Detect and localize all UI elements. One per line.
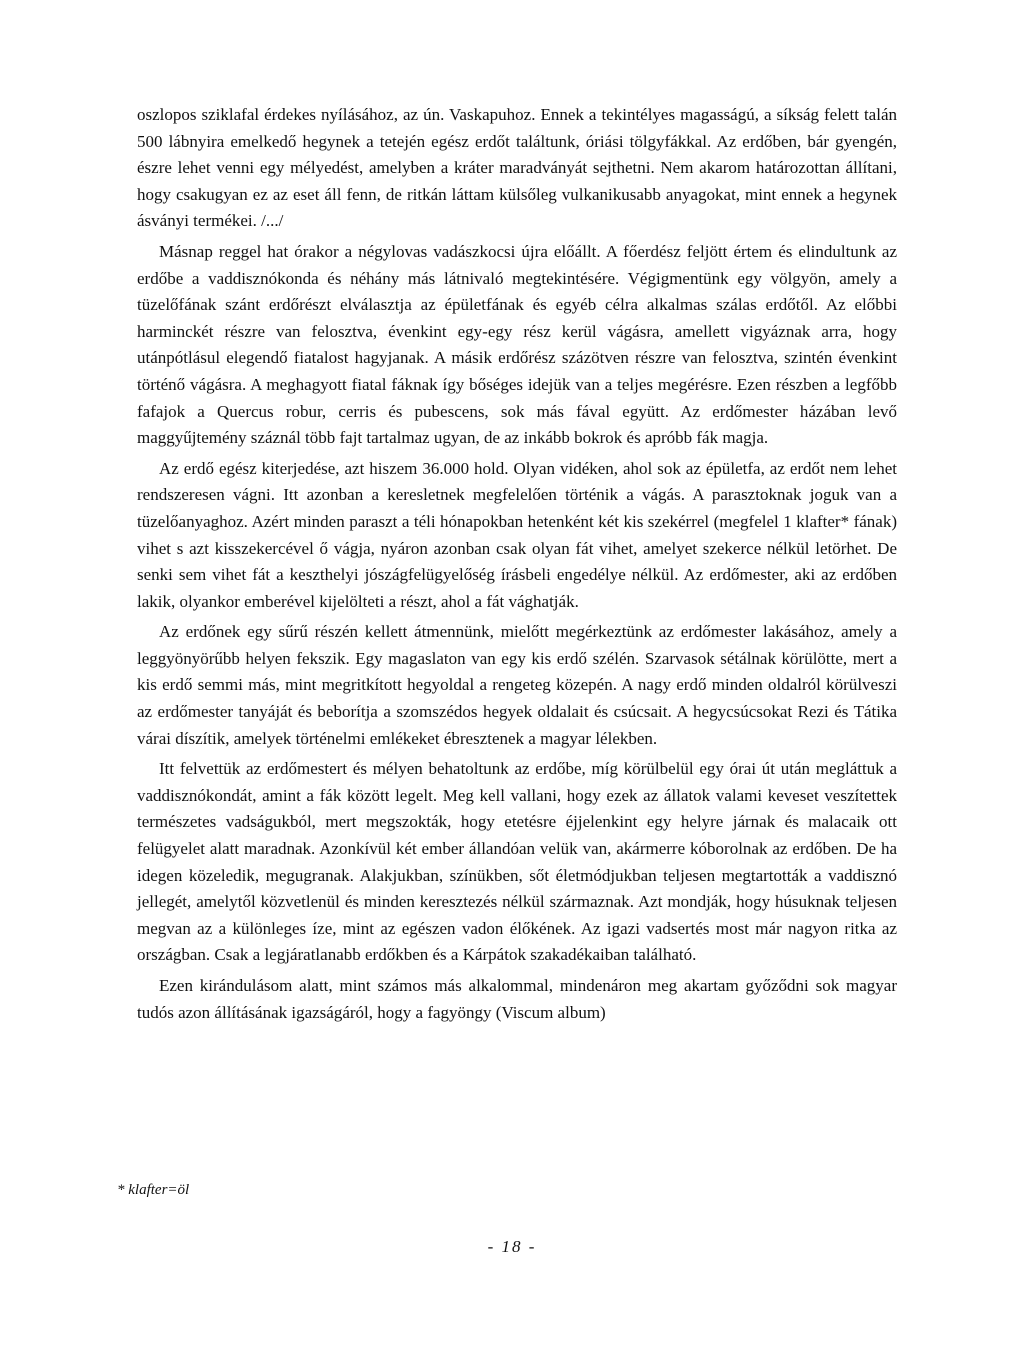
paragraph-4: Az erdőnek egy sűrű részén kellett átmennünk, mielőtt megérkeztünk az erdőmester lakásához, amely a leggyönyörűbb helyen fekszik. Egy magaslaton van egy kis erdő szélén. Szarvasok sétálnak körülötte, mert a kis erdő semmi más, mint megritkított hegyoldal a rengeteg közepén. A nagy erdő minden oldalról körülveszi az erdőmester tanyáját és beborítja a szomszédos hegyek oldalait és csúcsait. A hegycsúcsokat Rezi és Tátika várai díszítik, amelyek történelmi emlékeket ébresztenek a magyar lélekben. [137,622,897,748]
paragraph-2: Másnap reggel hat órakor a négylovas vadászkocsi újra előállt. A főerdész feljött értem és elindultunk az erdőbe a vaddisznókonda és néhány más látnivaló megtekintésére. Végigmentünk egy völgyön, amely a tüzelőfának szánt erdőrészt elválasztja az épületfának és egyéb célra alkalmas szálas erdőtől. Az előbbi harminckét részre van felosztva, évenkint egy-egy rész kerül vágásra, amellett vigyáznak arra, hogy utánpótlásul elegendő fiatalost hagyjanak. A másik erdőrész százötven részre van felosztva, szintén évenkint történő vágásra. A meghagyott fiatal fáknak így bőséges idejük van a teljes megérésre. Ezen részben a legfőbb fafajok a Quercus robur, cerris és pubescens, sok más fával együtt. Az erdőmester házában levő maggyűjtemény száznál több fajt tartalmaz ugyan, de az inkább bokrok és apróbb fák magja. [137,241,897,448]
page-number: - 18 - [487,1237,537,1256]
paragraph-1: oszlopos sziklafal érdekes nyílásához, az ún. Vaskapuhoz. Ennek a tekintélyes magasságú, a síkság felett talán 500 lábnyira emelkedő hegynek a tetején egész erdőt találtunk, óriási tölgyfákkal. Az erdőben, bár gyengén, észre lehet venni egy mélyedést, amelyben a kráter maradványát sejthetni. Nem akarom határozottan állítani, hogy csakugyan ez az eset áll fenn, de ritkán láttam külsőleg vulkanikusabb anyagokat, mint ennek a hegynek ásványi termékei. /.../ [137,105,897,231]
paragraph-6: Ezen kirándulásom alatt, mint számos más alkalommal, mindenáron meg akartam győződni sok magyar tudós azon állításának igazságáról, hogy a fagyöngy (Viscum album) [137,976,897,1022]
paragraph-5: Itt felvettük az erdőmestert és mélyen behatoltunk az erdőbe, míg körülbelül egy órai út után megláttuk a vaddisznókondát, amint a fák között legelt. Meg kell vallani, hogy ezek az állatok valami keveset veszítettek természetes vadságukból, mert megszokták, hogy etetésre éjjelenkint egy helyre járnak és malacaik ott felügyelet alatt maradnak. Azonkívül két ember állandóan velük van, akármerre kóborolnak az erdőben. De ha idegen közeledik, megugranak. Alakjukban, színükben, sőt életmódjukban teljesen megtartották a vaddisznó jellegét, amelytől közvetlenül és minden keresztezés nélkül származnak. Azt mondják, hogy húsuknak teljesen megvan az a különleges íze, mint az egészen vadon élőkének. Az igazi vadsertés most már nagyon ritka az országban. Csak a legjáratlanabb erdőkben és a Kárpátok szakadékaiban található. [137,759,897,965]
paragraph-3: Az erdő egész kiterjedése, azt hiszem 36.000 hold. Olyan vidéken, ahol sok az épületfa, az erdőt nem lehet rendszeresen vágni. Itt azonban a keresletnek megfelelően történik a vágás. A parasztoknak joguk van a tüzelőanyaghoz. Azért minden paraszt a téli hónapokban hetenként két kis szekérrel (megfelel 1 klafter* fának) vihet s azt kisszekercével ő vágja, nyáron azonban csak olyan fát vihet, amelyet szekerce nélkül letörhet. De senki sem vihet fát a keszthelyi jószágfelügyelőség írásbeli engedélye nélkül. Az erdőmester, aki az erdőben lakik, olyankor emberével kijelölteti a részt, ahol a fát vághatják. [137,458,897,611]
page-body [137,102,897,1026]
footnote: * klafter=öl [117,1182,190,1198]
